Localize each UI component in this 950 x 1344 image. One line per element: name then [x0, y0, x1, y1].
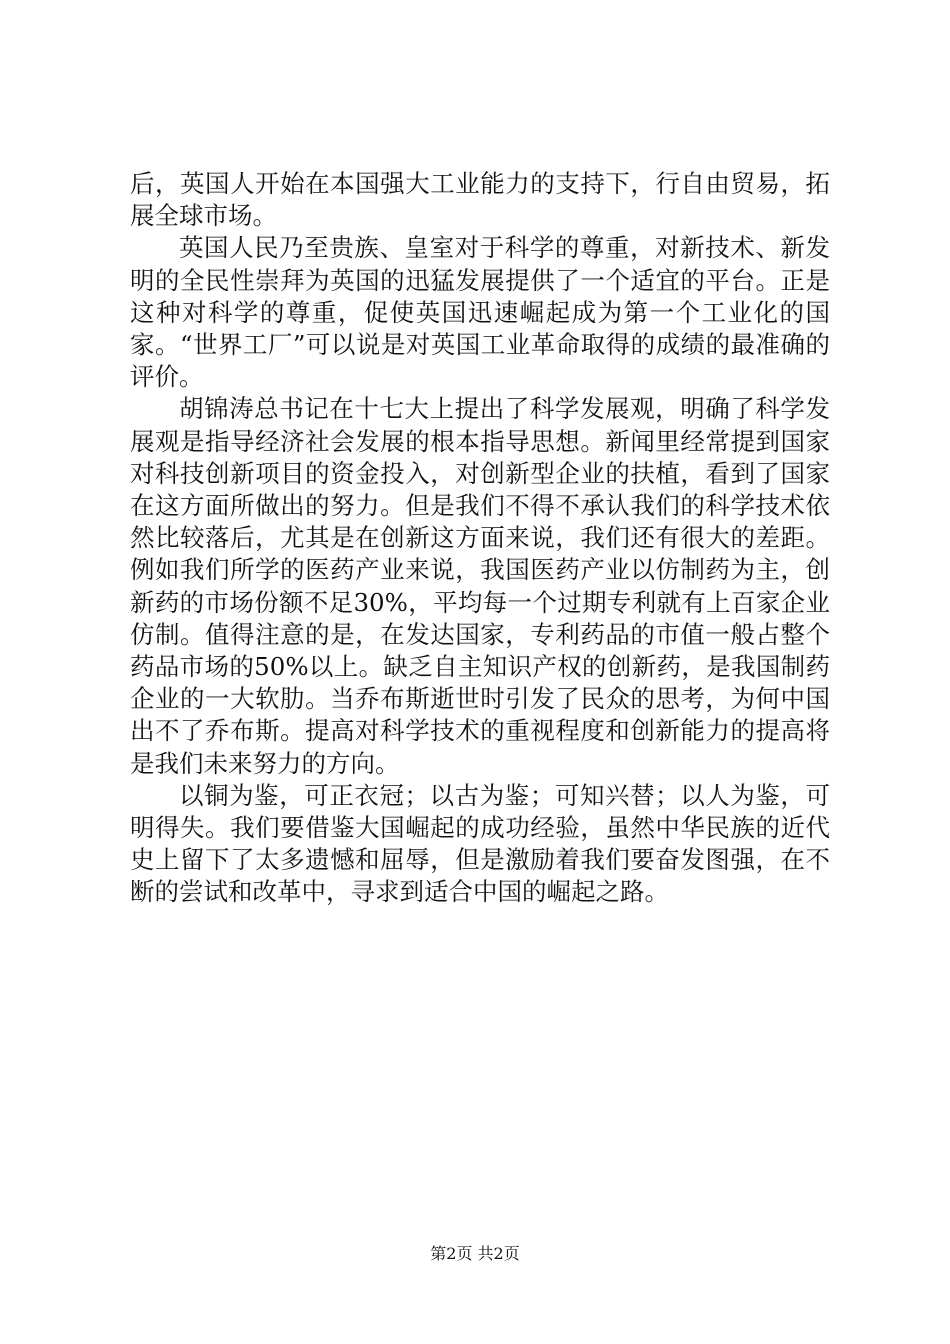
paragraph-conclusion: 以铜为鉴，可正衣冠；以古为鉴；可知兴替；以人为鉴，可明得失。我们要借鉴大国崛起的成功经验，虽然中华民族的近代史上留下了太多遗憾和屈辱，但是激励着我们要奋发图强，在不断的尝试和改革中，寻求到适合中国的崛起之路。 [130, 780, 830, 907]
page-footer [0, 1244, 950, 1264]
paragraph-scientific-development: 胡锦涛总书记在十七大上提出了科学发展观，明确了科学发展观是指导经济社会发展的根本指导思想。新闻里经常提到国家对科技创新项目的资金投入，对创新型企业的扶植，看到了国家在这方面所做出的努力。但是我们不得不承认我们的科学技术依然比较落后，尤其是在创新这方面来说，我们还有很大的差距。例如我们所学的医药产业来说，我国医药产业以仿制药为主，创新药的市场份额不足30%，平均每一个过期专利就有上百家企业仿制。值得注意的是，在发达国家，专利药品的市值一般占整个药品市场的50%以上。缺乏自主知识产权的创新药，是我国制药企业的一大软肋。当乔布斯逝世时引发了民众的思考，为何中国出不了乔布斯。提高对科学技术的重视程度和创新能力的提高将是我们未来努力的方向。 [130, 394, 830, 778]
body-text [130, 168, 830, 909]
page-number: 第2页 共2页 [430, 1244, 520, 1263]
paragraph-continuation: 后，英国人开始在本国强大工业能力的支持下，行自由贸易，拓展全球市场。 [130, 169, 830, 231]
paragraph-science-respect: 英国人民乃至贵族、皇室对于科学的尊重，对新技术、新发明的全民性崇拜为英国的迅猛发展提供了一个适宜的平台。正是这种对科学的尊重，促使英国迅速崛起成为第一个工业化的国家。“世界工厂”可以说是对英国工业革命取得的成绩的最准确的评价。 [130, 233, 830, 392]
